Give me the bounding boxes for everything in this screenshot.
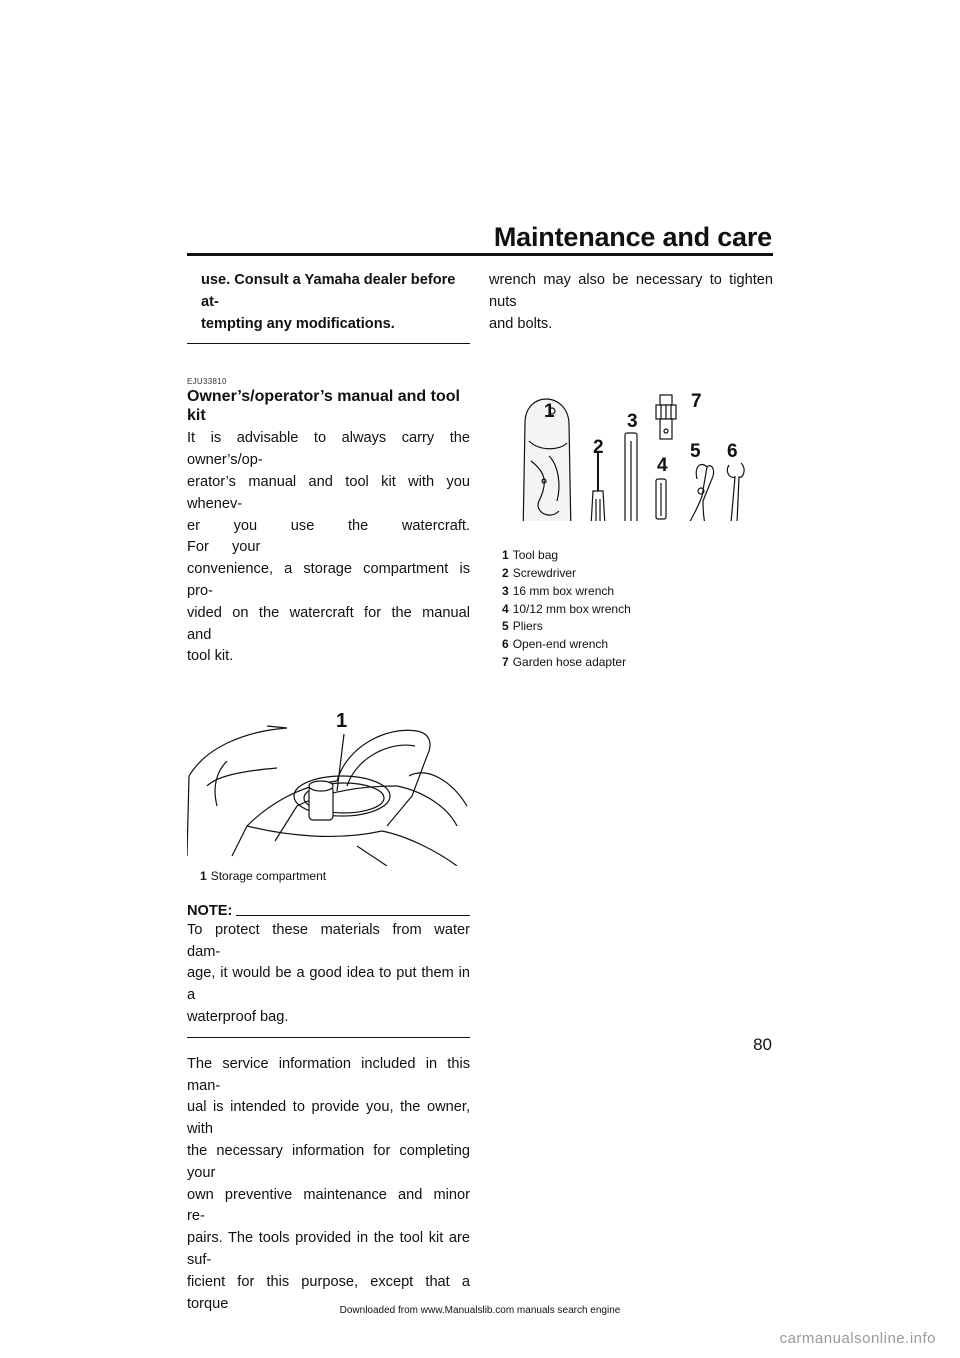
- caption-item: [502, 565, 773, 583]
- service-line: ficient for this purpose, except that a torque: [187, 1273, 470, 1312]
- continuation-line: wrench may also be necessary to tighten nuts: [489, 272, 773, 310]
- note-line: waterproof bag.: [187, 1009, 289, 1026]
- intro-line: vided on the watercraft for the manual and: [187, 604, 470, 643]
- caption-item: [502, 654, 773, 672]
- section-heading: [187, 387, 470, 425]
- warning-line-2: tempting any modifications.: [201, 315, 395, 332]
- figure2-callout-1: 1: [544, 401, 555, 423]
- caption-number: 6: [502, 636, 509, 651]
- figure2-callout-7: 7: [691, 391, 702, 413]
- intro-line: er you use the watercraft. For your: [187, 517, 470, 556]
- caption-number: 4: [502, 601, 509, 616]
- note-end-rule: [187, 1037, 470, 1038]
- note-header: [187, 903, 470, 919]
- section-code: EJU33810: [187, 377, 227, 387]
- intro-line: It is advisable to always carry the owner’s/op-: [187, 430, 470, 469]
- hose-adapter-drawing: [656, 395, 676, 439]
- note-line: To protect these materials from water dam-: [187, 921, 470, 960]
- caption-text: Open-end wrench: [512, 636, 609, 651]
- caption-item: [502, 618, 773, 636]
- box-wrench-10-12-drawing: [656, 479, 666, 519]
- service-paragraph: [187, 1054, 470, 1316]
- intro-line: convenience, a storage compartment is pro-: [187, 561, 470, 599]
- box-wrench-16-drawing: [625, 433, 637, 521]
- footer-download-note: Downloaded from www.Manualslib.com manuals search engine: [339, 1305, 621, 1316]
- left-column: [187, 270, 470, 1315]
- caption-number: 1: [502, 548, 509, 563]
- pliers-drawing: [687, 465, 714, 522]
- caption-number: 7: [502, 654, 509, 669]
- service-line: pairs. The tools provided in the tool kit are suf-: [187, 1230, 470, 1269]
- caption-text: Screwdriver: [512, 566, 577, 581]
- caption-number: 1: [200, 869, 207, 884]
- caption-item: [502, 601, 773, 619]
- warning-line-1: use. Consult a Yamaha dealer before at-: [201, 272, 456, 310]
- intro-line: tool kit.: [187, 648, 234, 665]
- header-rule: [187, 253, 773, 256]
- caption-number: 3: [502, 583, 509, 598]
- service-line: ual is intended to provide you, the owner, with: [187, 1099, 470, 1138]
- service-line: own preventive maintenance and minor re-: [187, 1186, 470, 1225]
- figure1-callout: 1: [336, 710, 348, 733]
- intro-line: erator’s manual and tool kit with you whenev-: [187, 473, 470, 512]
- figure2-callout-6: 6: [727, 441, 738, 463]
- caption-text: Pliers: [512, 619, 543, 634]
- intro-paragraph: [187, 428, 470, 668]
- figure1-caption: [187, 868, 470, 886]
- caption-text: Tool bag: [512, 548, 559, 563]
- continuation-line: and bolts.: [489, 315, 553, 332]
- note-line: age, it would be a good idea to put them in a: [187, 965, 470, 1004]
- service-line: The service information included in this man-: [187, 1055, 470, 1094]
- caption-text: Storage compartment: [210, 869, 327, 884]
- footer-watermark: carmanualsonline.info: [779, 1330, 936, 1347]
- page-title: Maintenance and care: [493, 222, 772, 252]
- section-heading-line-1: Owner’s/operator’s manual and tool: [187, 388, 460, 406]
- warning-end-rule: [187, 343, 470, 344]
- section-heading-line-2: kit: [187, 407, 206, 425]
- figure2-callout-3: 3: [627, 411, 638, 433]
- caption-item: [502, 636, 773, 654]
- caption-text: 16 mm box wrench: [512, 583, 615, 598]
- open-end-wrench-drawing: [727, 463, 744, 521]
- caption-number: 5: [502, 619, 509, 634]
- caption-text: 10/12 mm box wrench: [512, 601, 631, 616]
- tool-kit-illustration: [489, 351, 773, 521]
- service-line: the necessary information for completing your: [187, 1143, 470, 1181]
- caption-item: [502, 547, 773, 565]
- page-number: 80: [753, 1035, 772, 1054]
- figure2-caption-list: [489, 547, 773, 671]
- note-body: [187, 920, 470, 1029]
- caption-number: 2: [502, 566, 509, 581]
- caption-item: [502, 583, 773, 601]
- figure2-callout-2: 2: [593, 437, 604, 459]
- screwdriver-drawing: [591, 451, 605, 521]
- note-header-rule: [236, 915, 470, 916]
- figure2-callout-5: 5: [690, 441, 701, 463]
- right-column: [489, 270, 773, 671]
- storage-compartment-illustration: [187, 686, 470, 866]
- caption-text: Garden hose adapter: [512, 654, 627, 669]
- note-label: NOTE:: [187, 902, 233, 919]
- figure2-callout-4: 4: [657, 455, 668, 477]
